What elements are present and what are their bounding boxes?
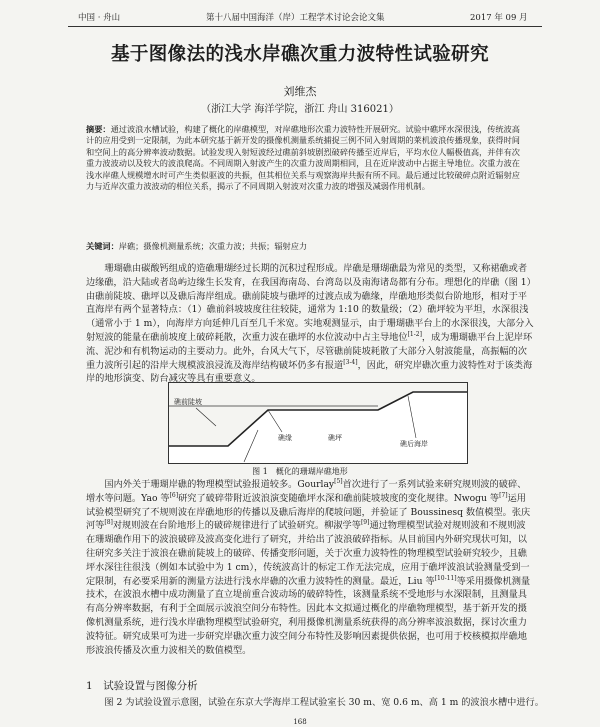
- page-number: 168: [293, 718, 307, 726]
- section-first-line: 图 2 为试验设置示意图，试验在东京大学海岸工程试验室长 30 m、宽 0.6 m、高 1 m 的波浪水槽中进行。: [104, 697, 544, 708]
- review-text: 通过物理模型试验对规则波和不规则波在珊瑚礁作用下的波浪破碎及波高变化进行了研究，并给出了波浪破碎指标。从目前国内外研究现状可知，以往研究多关注于波浪在礁前陡坡上的破碎、传播变形问题，关于次重力波特性的物理模型试验研究较少，且礁坪水深往往很浅（例如本试验中为 1 cm），传统波高计的标定工作无法完成，应用于礁坪波浪试验测量受到一定限制，有必要采用新的测量方法进行浅水岸礁的次重力波特性的测量。最近，Liu 等: [86, 520, 530, 587]
- abstract-label: 摘要：: [86, 124, 111, 134]
- author: 刘维杰: [283, 85, 317, 98]
- citation: [7]: [499, 491, 508, 499]
- label-back-shore: 礁后海岸: [400, 440, 428, 448]
- header-location: 中国 · 舟山: [78, 13, 121, 23]
- label-reef-edge: 礁缘: [278, 434, 292, 442]
- intro-text-3: ，因此，研究岸礁次重力波特性对于该类海岸的地形演变、防台减灾等具有重要意义。: [86, 359, 533, 385]
- intro-text-2: ，成为珊瑚礁平台上泥岸环流、泥沙和有机物运动的主要动力。此外，台风大气下，尽管礁前陡坡耗散了大部分入射波能量，高振幅的次重力波所引起的沿岸大规模波浪浸流及海岸结构破坏仍多有报道: [86, 331, 533, 371]
- label-front-slope: 礁前陡坡: [174, 398, 202, 406]
- review-text: 等采用摄像机测量技术，在波浪水槽中成功测量了直立堤前重合波动场的破碎特性，该测量系统不受地形与水深限制，且测量具有高分辨率数据，有利于全面展示波浪空间分布特性。因此本文拟通过概化的岸礁物理模型，基于新开发的摄像机测量系统，进行浅水岸礁物理模型试验研究，利用摄像机测量系统获得的高分辨率波浪数据，探讨次重力波特征。研究成果可为进一步研究岸礁次重力波空间分布特性及影响因素提供依据，也可用于校核模拟岸礁地形波浪传播及次重力波相关的数值模型。: [86, 575, 531, 656]
- review-text: 对规则波在台阶地形上的破碎规律进行了试验研究。柳淑学等: [112, 520, 361, 532]
- citation: [1-2]: [407, 330, 422, 338]
- figure-caption: 图 1 概化的珊瑚岸礁地形: [252, 467, 348, 476]
- intro-text-1: 珊瑚礁由碳酸钙组成的造礁珊瑚经过长期的沉积过程形成。岸礁是珊瑚礁最为常见的类型，又称裙礁或者边缘礁，沿大陆或者岛屿边缘生长发育，在我国海南岛、台湾岛以及南海诸岛都有分布。理想化的岸礁（图 1）由礁前陡坡、礁坪以及礁后海岸组成。礁前陡坡与礁坪的过渡点成为礁缘，岸礁地形类似台阶地形，相对于平直海岸有两个显著特点：（1）礁前斜坡坡度往往较陡，通常为 1:10 的数量级；（2）礁坪较为平坦，水深很浅（通常小于 1 m），向海岸方向延伸几百至几千米宽。实地观测显示，由于珊瑚礁平台上的水深很浅，大部分入射短波的能量在礁前坡度上破碎耗散，次重力波在礁坪的水位波动中占主导地位: [86, 263, 534, 343]
- review-text: 运用试验模型研究了不规则波在岸礁地形的传播以及礁后海岸的爬坡问题，并验证了 Boussinesq 数值模型。张庆河等: [86, 492, 531, 532]
- header-proceedings: 第十八届中国海洋（岸）工程学术讨论会论文集: [206, 13, 385, 23]
- citation: [6]: [169, 491, 179, 499]
- keywords-label: 关键词：: [86, 241, 119, 251]
- reef-profile-figure: [168, 382, 468, 464]
- affiliation: （浙江大学 海洋学院，浙江 舟山 316021）: [201, 104, 399, 115]
- citation: [9]: [360, 519, 370, 527]
- reef-body: [169, 392, 467, 463]
- abstract-text: 通过波浪水槽试验，构建了概化的岸礁模型，对岸礁地形次重力波特性开展研究。试验中礁坪水深很浅，传统波高计的应用受到一定限制，为此本研究基于新开发的摄像机测量系统捕捉三例不同入射周期的莱机波浪传播现象，获得时间和空间上的高分辨率波动数据。试验发现入射短波经过礁前斜坡剧烈破碎传播至近岸后，平均水位人幅极值高，并伴有次重力波波动以及较大的波浪爬高。不同周期入射波产生的次重力波周期相同，且在近岸波动中占据主导地位。次重力波在浅水岸礁人规模增水时可产生类似驱波的共振，但其相位关系与观察海岸共振有所不同。最后通过比较破碎点附近辐射应力与近岸次重力波波动的相位关系，揭示了不同周期入射波对次重力波的增强及减弱作用机制。: [86, 124, 520, 192]
- citation: [10-11]: [434, 574, 457, 582]
- keywords-text: 岸礁；摄像机测量系统；次重力波；共振；辐射应力: [118, 241, 308, 251]
- keywords: [86, 241, 526, 252]
- label-reef-flat: 礁坪: [328, 434, 342, 442]
- review-text: 研究了破碎带附近波浪演变随礁坪水深和礁前陡坡坡度的变化规律。Nwogu 等: [178, 492, 500, 504]
- review-text: 首次进行了一系列试验来研究规则波的破碎、增水等问题。Yao 等: [86, 479, 527, 504]
- running-header: [0, 0, 600, 28]
- abstract: [86, 124, 526, 192]
- paper-title: 基于图像法的浅水岸礁次重力波特性试验研究: [110, 44, 489, 65]
- front-slope-leader: [196, 408, 216, 426]
- review-text: 国内外关于珊瑚岸礁的物理模型试验报道较多。Gourlay: [104, 479, 335, 490]
- citation: [8]: [104, 519, 113, 527]
- section-heading: 1 试验设置与图像分析: [86, 680, 198, 692]
- header-rule: [68, 26, 542, 27]
- header-date: 2017 年 09 月: [470, 13, 528, 23]
- review-paragraph: [86, 478, 534, 657]
- citation: [3-4]: [343, 358, 358, 366]
- intro-paragraph: [86, 262, 534, 386]
- citation: [5]: [334, 477, 343, 485]
